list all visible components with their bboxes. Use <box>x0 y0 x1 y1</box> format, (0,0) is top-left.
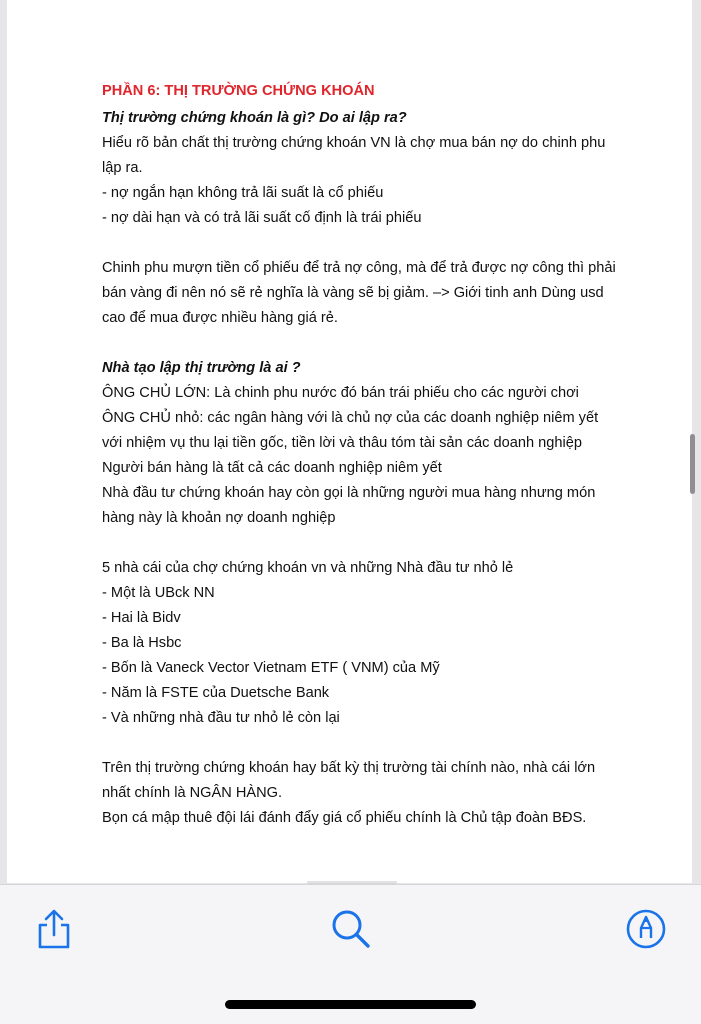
text-line: Chinh phu mượn tiền cổ phiếu để trả nợ công, mà để trả được nợ công thì phải <box>102 260 616 276</box>
markup-button[interactable] <box>624 907 668 951</box>
list-item: - Năm là FSTE của Duetsche Bank <box>102 685 330 701</box>
vertical-scrollbar[interactable] <box>690 434 695 494</box>
text-line: Hiểu rõ bản chất thị trường chứng khoán VN là chợ mua bán nợ do chinh phu <box>102 135 606 151</box>
document-page[interactable] <box>7 0 692 883</box>
text-line: hàng này là khoản nợ doanh nghiệp <box>102 510 336 526</box>
list-item: - Hai là Bidv <box>102 610 181 626</box>
search-icon <box>329 907 373 951</box>
section-heading: PHẦN 6: THỊ TRƯỜNG CHỨNG KHOÁN <box>102 83 375 99</box>
page-content <box>102 83 622 831</box>
text-line: Bọn cá mập thuê đội lái đánh đẩy giá cổ phiếu chính là Chủ tập đoàn BĐS. <box>102 810 587 826</box>
text-line: ÔNG CHỦ LỚN: Là chinh phu nước đó bán trái phiếu cho các người chơi <box>102 385 579 401</box>
list-item: - Bốn là Vaneck Vector Vietnam ETF ( VNM) của Mỹ <box>102 660 440 676</box>
text-line: lập ra. <box>102 160 143 176</box>
text-line: - nợ ngắn hạn không trả lãi suất là cổ phiếu <box>102 185 384 201</box>
list-item: - Một là UBck NN <box>102 585 215 601</box>
question-title-1: Thị trường chứng khoán là gì? Do ai lập ra? <box>102 110 407 126</box>
text-line: cao để mua được nhiều hàng giá rẻ. <box>102 310 338 326</box>
text-line: - nợ dài hạn và có trả lãi suất cố định là trái phiếu <box>102 210 422 226</box>
text-line: với nhiệm vụ thu lại tiền gốc, tiền lời và thâu tóm tài sản các doanh nghiệp <box>102 435 582 451</box>
list-intro: 5 nhà cái của chợ chứng khoán vn và những Nhà đầu tư nhỏ lẻ <box>102 560 514 576</box>
text-line: bán vàng đi nên nó sẽ rẻ nghĩa là vàng sẽ bị giảm. –> Giới tinh anh Dùng usd <box>102 285 604 301</box>
list-item: - Ba là Hsbc <box>102 635 182 651</box>
search-button[interactable] <box>329 907 373 951</box>
list-item: - Và những nhà đầu tư nhỏ lẻ còn lại <box>102 710 340 726</box>
share-icon <box>32 907 76 951</box>
text-line: ÔNG CHỦ nhỏ: các ngân hàng với là chủ nợ của các doanh nghiệp niêm yết <box>102 410 599 426</box>
text-line: Người bán hàng là tất cả các doanh nghiệp niêm yết <box>102 460 442 476</box>
share-button[interactable] <box>32 907 76 951</box>
text-line: nhất chính là NGÂN HÀNG. <box>102 785 283 801</box>
text-line: Trên thị trường chứng khoán hay bất kỳ thị trường tài chính nào, nhà cái lớn <box>102 760 596 776</box>
text-line: Nhà đầu tư chứng khoán hay còn gọi là những người mua hàng nhưng món <box>102 485 596 501</box>
question-title-2: Nhà tạo lập thị trường là ai ? <box>102 360 301 376</box>
markup-pen-icon <box>624 907 668 951</box>
home-indicator[interactable] <box>225 1000 476 1009</box>
